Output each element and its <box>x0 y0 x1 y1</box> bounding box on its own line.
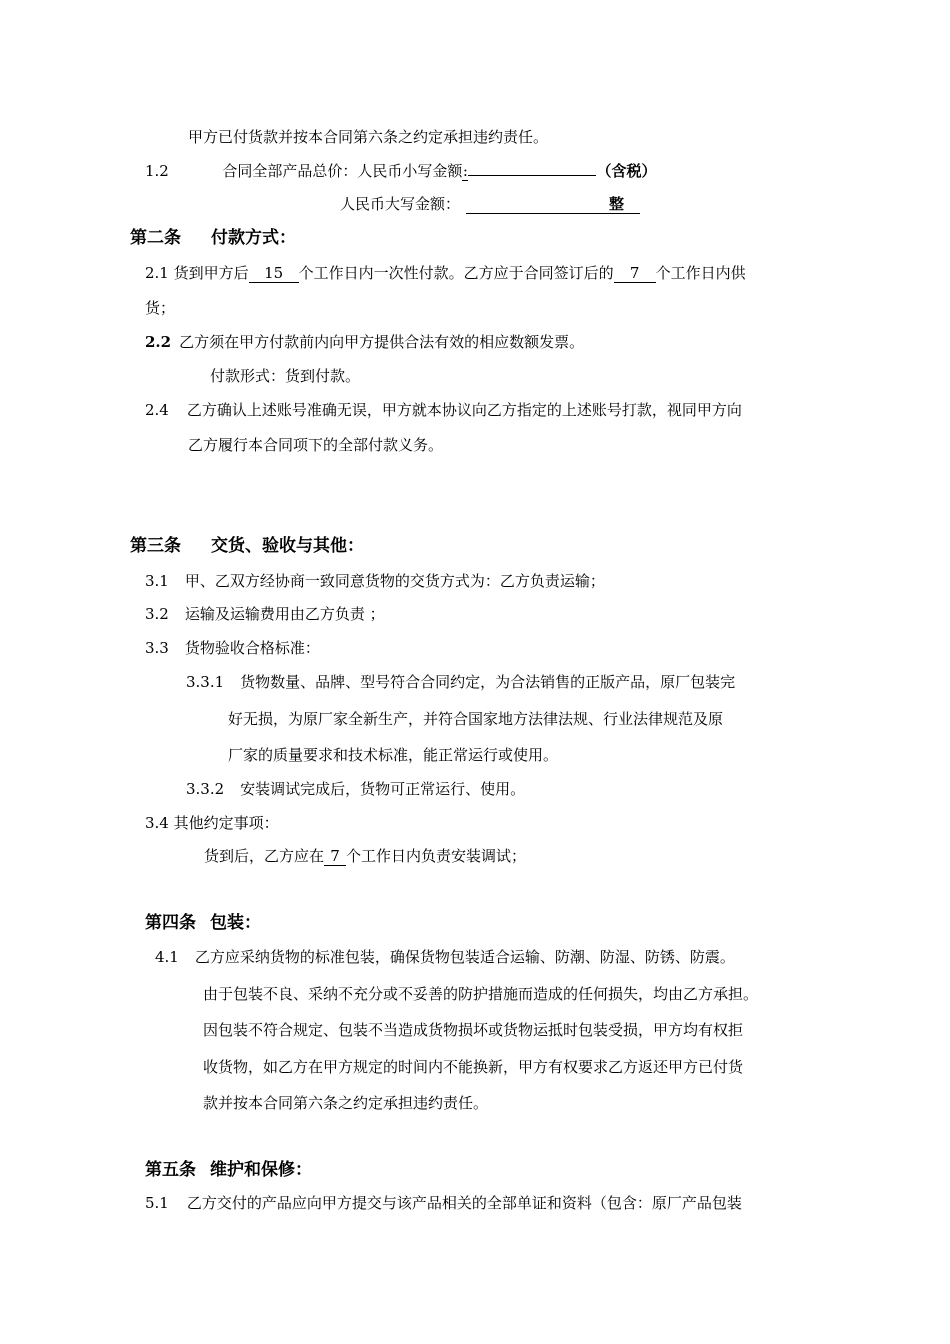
amount-upper-label: 人民币大写金额： <box>340 195 461 213</box>
clause-text: 运输及运输费用由乙方负责 ； <box>184 605 385 623</box>
text-line: 款并按本合同第六条之约定承担违约责任。 <box>203 1094 489 1112</box>
amount-lower-blank <box>468 175 596 176</box>
text-line: 好无损，为原厂家全新生产，并符合国家地方法律法规、行业法律规范及原 <box>228 710 724 728</box>
clause-2-1 <box>145 263 746 283</box>
article-number: 第二条 <box>130 228 181 248</box>
article-4-heading <box>145 913 261 933</box>
colon: : <box>462 162 468 180</box>
clause-text: 安装调试完成后，货物可正常运行、使用。 <box>240 780 526 798</box>
clause-text: 货物数量、品牌、型号符合合同约定，为合法销售的正版产品，原厂包装完 <box>240 673 736 691</box>
delivery-days: 7 <box>614 264 656 283</box>
text-line: 乙方履行本合同项下的全部付款义务。 <box>188 436 444 454</box>
clause-number: 3.3 <box>145 639 169 657</box>
text-line: 甲方已付货款并按本合同第六条之约定承担违约责任。 <box>188 128 549 146</box>
clause-text: 个工作日内负责安装调试； <box>346 847 527 865</box>
article-title: 交货、验收与其他： <box>211 536 364 556</box>
clause-text: 乙方交付的产品应向甲方提交与该产品相关的全部单证和资料（包含：原厂产品包装 <box>186 1194 742 1212</box>
clause-text: 2.1 货到甲方后 <box>145 264 249 282</box>
clause-number: 3.3.2 <box>186 780 225 798</box>
payment-days: 15 <box>249 264 299 283</box>
clause-text: 乙方须在甲方付款前内向甲方提供合法有效的相应数额发票。 <box>179 333 585 351</box>
install-days: 7 <box>324 847 346 866</box>
clause-5-1 <box>145 1193 742 1213</box>
article-2-heading <box>130 228 296 248</box>
clause-4-1 <box>155 947 735 967</box>
text-line: 由于包装不良、采纳不充分或不妥善的防护措施而造成的任何损失，均由乙方承担。 <box>203 985 759 1003</box>
clause-number: 3.1 <box>145 572 169 590</box>
text-line: 厂家的质量要求和技术标准，能正常运行或使用。 <box>228 746 559 764</box>
clause-number: 4.1 <box>155 948 179 966</box>
clause-text: 个工作日内供 <box>655 264 746 282</box>
article-3-heading <box>130 536 364 556</box>
clause-number: 5.1 <box>145 1194 169 1212</box>
clause-3-2 <box>145 604 385 624</box>
article-title: 付款方式： <box>211 228 296 248</box>
clause-text: 个工作日内一次性付款。乙方应于合同签订后的 <box>298 264 614 282</box>
clause-3-3-2 <box>186 779 525 799</box>
clause-2-2 <box>145 332 584 352</box>
clause-3-3 <box>145 638 320 658</box>
article-title: 包装： <box>210 913 261 933</box>
clause-text: 货到后，乙方应在 <box>204 847 325 865</box>
article-number: 第四条 <box>145 913 196 933</box>
article-5-heading <box>145 1160 312 1180</box>
clause-2-4 <box>145 400 742 420</box>
clause-text: 乙方应采纳货物的标准包装，确保货物包装适合运输、防潮、防湿、防锈、防震。 <box>194 948 735 966</box>
text-line: 货； <box>145 299 176 317</box>
amount-upper-blank: 整 <box>466 195 640 214</box>
clause-3-4: 3.4 其他约定事项： <box>145 814 279 832</box>
tax-note: （含税） <box>596 162 657 180</box>
clause-number: 3.2 <box>145 605 169 623</box>
clause-number: 2.4 <box>145 401 169 419</box>
article-number: 第五条 <box>145 1160 196 1180</box>
clause-text: 甲、乙双方经协商一致同意货物的交货方式为：乙方负责运输； <box>184 572 605 590</box>
clause-number: 3.3.1 <box>186 673 225 691</box>
clause-number: 1.2 <box>145 162 169 180</box>
clause-3-1 <box>145 571 605 591</box>
clause-1-2 <box>145 161 656 181</box>
text-line: 付款形式：货到付款。 <box>210 367 361 385</box>
clause-text: 货物验收合格标准： <box>184 639 320 657</box>
text-line: 收货物，如乙方在甲方规定的时间内不能换新，甲方有权要求乙方返还甲方已付货 <box>203 1058 744 1076</box>
install-line <box>204 846 526 866</box>
clause-number: 2.2 <box>145 333 172 351</box>
text-line: 因包装不符合规定、包装不当造成货物损坏或货物运抵时包装受损，甲方均有权拒 <box>203 1021 744 1039</box>
article-title: 维护和保修： <box>210 1160 312 1180</box>
total-price-label: 合同全部产品总价：人民币小写金额 <box>222 162 463 180</box>
clause-3-3-1 <box>186 672 735 692</box>
clause-text: 乙方确认上述账号准确无误，甲方就本协议向乙方指定的上述账号打款，视同甲方向 <box>186 401 742 419</box>
article-number: 第三条 <box>130 536 181 556</box>
amount-upper-line <box>340 194 640 214</box>
